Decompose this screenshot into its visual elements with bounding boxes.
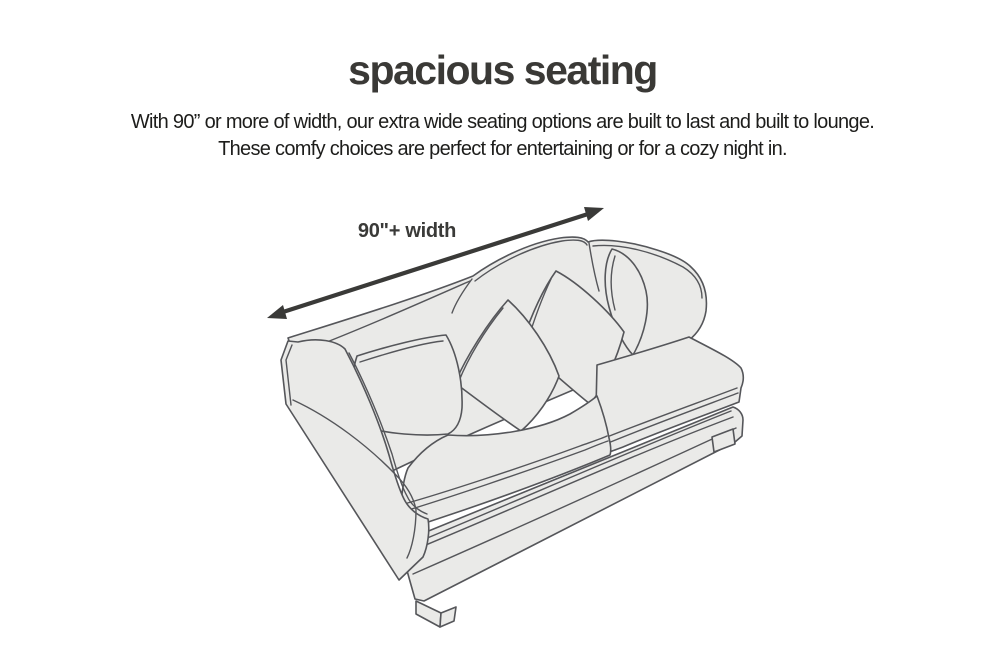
description-line-1: With 90” or more of width, our extra wide seating options are built to last and built to lounge. — [130, 111, 875, 133]
width-dimension-label: 90"+ width — [357, 220, 457, 242]
page-title: spacious seating — [348, 47, 657, 93]
front-left-foot — [416, 601, 441, 627]
description-line-2: These comfy choices are perfect for entertaining or for a cozy night in. — [218, 138, 787, 160]
arrowhead-left — [267, 305, 287, 319]
arrowhead-right — [584, 207, 604, 221]
